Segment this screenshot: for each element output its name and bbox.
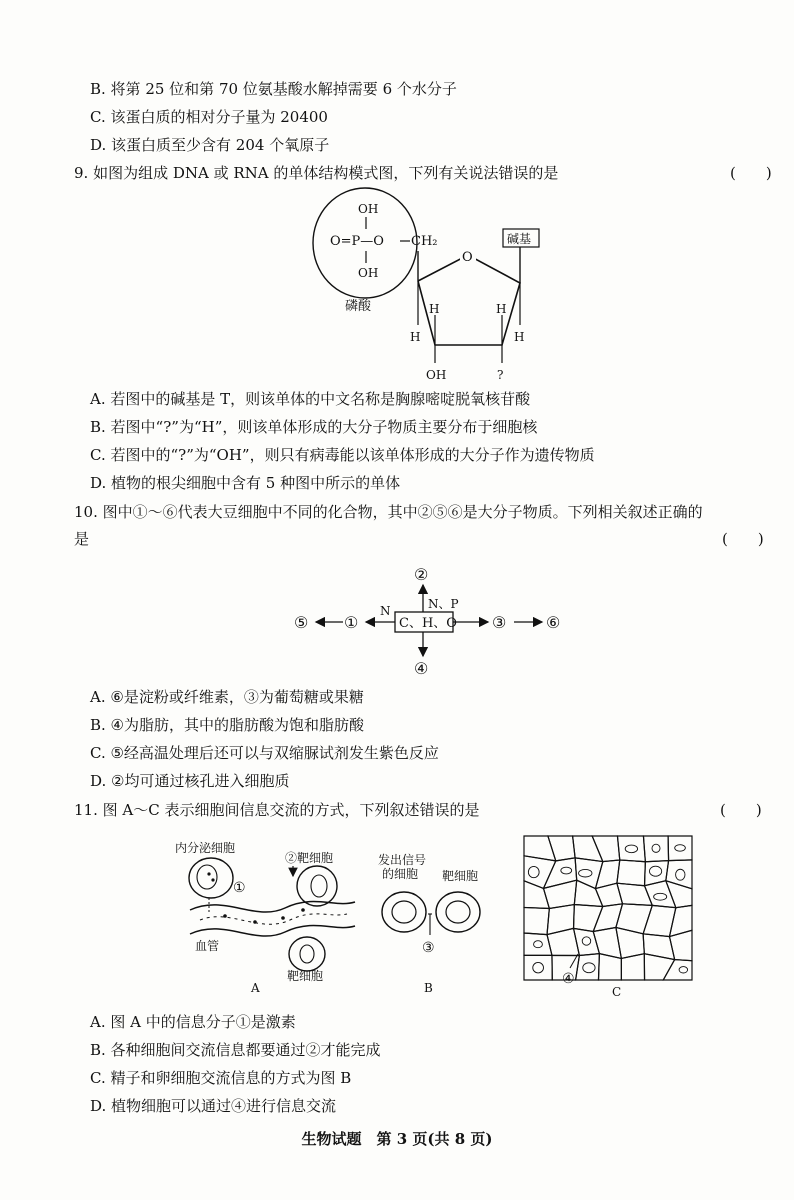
q10-option-c: C. ⑤经高温处理后还可以与双缩脲试剂发生紫色反应 [90, 744, 439, 762]
q9-option-c: C. 若图中的“?”为“OH”，则只有病毒能以该单体形成的大分子作为遗传物质 [90, 446, 595, 464]
sender-label: 发出信号 [378, 853, 427, 867]
q11-option-c: C. 精子和卵细胞交流信息的方式为图 B [90, 1069, 352, 1087]
q11-answer-paren: ( ) [720, 801, 762, 819]
q11-stem: 11. 图 A～C 表示细胞间信息交流的方式，下列叙述错误的是 [74, 801, 480, 819]
n-label: N [380, 604, 391, 618]
q10-stem-line1: 10. 图中①～⑥代表大豆细胞中不同的化合物，其中②⑤⑥是大分子物质。下列相关叙述正确的 [74, 503, 703, 521]
oh-c3-label: OH [426, 368, 447, 382]
compound-3: ③ [492, 613, 507, 632]
compound-4: ④ [414, 659, 429, 678]
ch2-label: CH₂ [411, 234, 438, 249]
compound-diagram [0, 560, 794, 685]
figure-a [165, 830, 365, 1000]
endocrine-cell [189, 858, 233, 898]
sender-label-2: 的细胞 [382, 867, 419, 881]
oh-top-label: OH [358, 202, 379, 216]
h-right-inner: H [496, 302, 507, 316]
endocrine-label: 内分泌细胞 [175, 841, 236, 855]
q8-option-d: D. 该蛋白质至少含有 204 个氧原子 [90, 136, 330, 154]
compound-6: ⑥ [546, 613, 561, 632]
compound-2: ② [414, 565, 429, 584]
vessel-label: 血管 [195, 939, 220, 953]
q9-option-d: D. 植物的根尖细胞中含有 5 种图中所示的单体 [90, 474, 401, 492]
figure-b-caption: B [424, 981, 433, 995]
q8-option-c: C. 该蛋白质的相对分子量为 20400 [90, 108, 328, 126]
phosphate-label: 磷酸 [345, 299, 372, 314]
sugar-ring [418, 255, 520, 345]
q11-option-d: D. 植物细胞可以通过④进行信息交流 [90, 1097, 337, 1115]
h-left-inner: H [429, 302, 440, 316]
target-cell-bottom [289, 937, 325, 971]
q8-option-b: B. 将第 25 位和第 70 位氨基酸水解掉需要 6 个水分子 [90, 80, 457, 98]
figure-c [518, 828, 698, 998]
blood-vessel [190, 902, 355, 913]
q10-option-b: B. ④为脂肪，其中的脂肪酸为饱和脂肪酸 [90, 716, 365, 734]
page-footer: 生物试题 第 3 页(共 8 页) [301, 1130, 493, 1148]
compound-5: ⑤ [294, 613, 309, 632]
q9-stem: 9. 如图为组成 DNA 或 RNA 的单体结构模式图，下列有关说法错误的是 [74, 164, 559, 182]
h-right-outer: H [514, 330, 525, 344]
figure-c-caption: C [612, 985, 622, 999]
phosphate-row-label: O=P—O [330, 234, 384, 249]
nucleotide-diagram [0, 185, 794, 385]
oh-bottom-label: OH [358, 266, 379, 280]
ring-oxygen-label: O [462, 250, 473, 265]
q9-option-a: A. 若图中的碱基是 T，则该单体的中文名称是胸腺嘧啶脱氧核苷酸 [90, 390, 531, 408]
center-label: C、H、O [399, 616, 457, 631]
q10-stem-line2: 是 [74, 530, 90, 548]
q9-option-b: B. 若图中“?”为“H”，则该单体形成的大分子物质主要分布于细胞核 [90, 418, 538, 436]
q9-answer-paren: ( ) [730, 164, 772, 182]
target-label: 靶细胞 [442, 869, 479, 883]
q11-option-b: B. 各种细胞间交流信息都要通过②才能完成 [90, 1041, 381, 1059]
marker-4-label: ④ [562, 971, 575, 987]
sender-cell [382, 892, 426, 932]
q10-option-d: D. ②均可通过核孔进入细胞质 [90, 772, 290, 790]
target-cell [436, 892, 480, 932]
target-bottom-label: 靶细胞 [287, 969, 324, 983]
figure-b [374, 830, 494, 1000]
q10-option-a: A. ⑥是淀粉或纤维素，③为葡萄糖或果糖 [90, 688, 364, 706]
np-label: N、P [428, 597, 459, 611]
unknown-mark: ? [497, 368, 504, 382]
target-top-label: ②靶细胞 [285, 851, 334, 865]
molecule-1-label: ① [233, 880, 246, 896]
marker-3-label: ③ [422, 940, 435, 956]
h-left-outer: H [410, 330, 421, 344]
compound-1: ① [344, 613, 359, 632]
q11-option-a: A. 图 A 中的信息分子①是激素 [90, 1013, 296, 1031]
q10-answer-paren: ( ) [722, 530, 764, 548]
base-label: 碱基 [507, 232, 532, 246]
target-cell-top [297, 866, 337, 906]
figure-a-caption: A [251, 981, 260, 995]
